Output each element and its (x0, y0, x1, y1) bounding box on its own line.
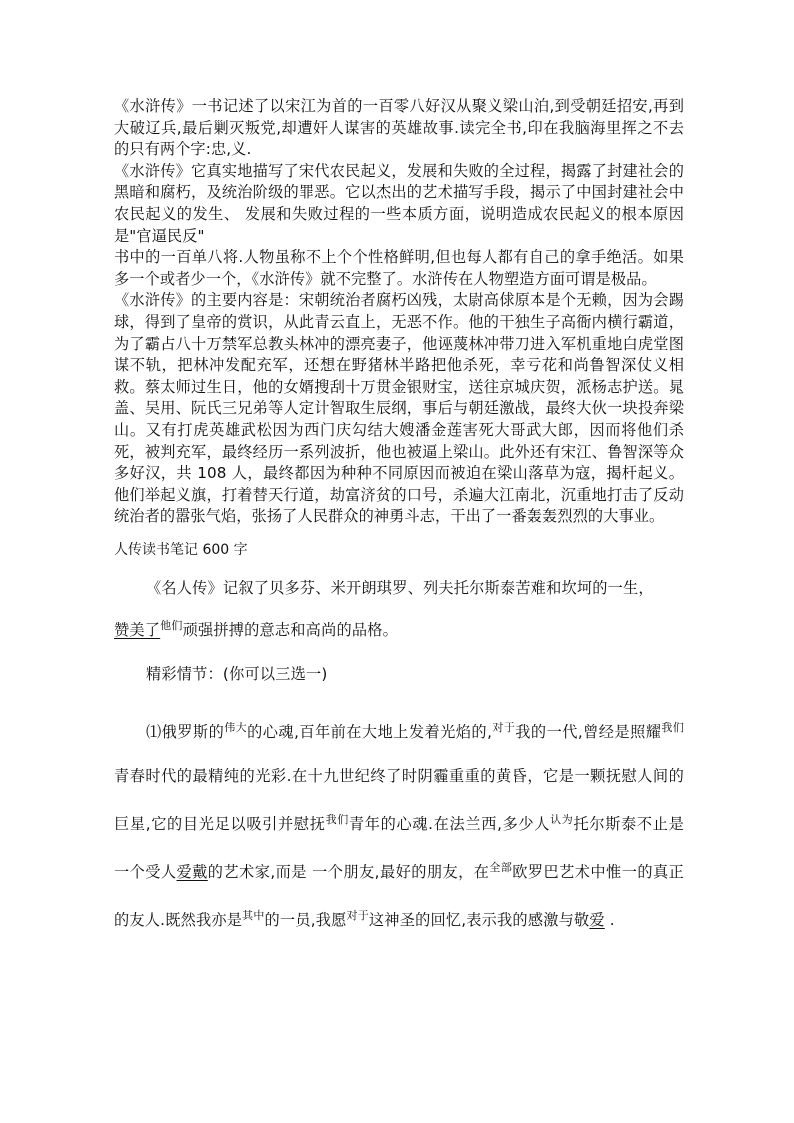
raised-word: 我们 (325, 812, 349, 826)
text-run: ⑴俄罗斯的 (146, 722, 225, 741)
text-run: . (604, 910, 615, 929)
paragraph-summary: 《水浒传》它真实地描写了宋代农民起义，发展和失败的全过程，揭露了封建社会的黑暗和腐朽，及统治阶级的罪恶。它以杰出的艺术描写手段，揭示了中国封建社会中农民起义的发生、 发展和失败过程的一些本质方面，说明造成农民起义的根本原因是"官逼民反" (114, 161, 684, 245)
text-run: 《名人传》记叙了贝多芬、米开朗琪罗、列夫托尔斯泰苦难和坎坷的一生， (146, 578, 654, 597)
raised-word: 伟大 (224, 720, 248, 734)
text-run: 这神圣的回忆,表示我的感激与敬 (368, 910, 590, 929)
text-run: 欧罗巴艺术中惟一的真正的友人.既然我亦是 (114, 862, 684, 929)
raised-word: 对于 (346, 908, 369, 922)
text-run: 青年的心魂.在法兰西,多少人 (348, 814, 551, 833)
raised-word: 他们 (160, 618, 183, 632)
paragraph-excerpt (114, 706, 684, 942)
text-run: 青春时代的最精纯的光彩.在十九世纪终了时阴霾重重的黄昏，它是一颗抚慰人间的巨星,它的目光足以吸引并慰抚 (114, 766, 684, 833)
text-run: 托尔斯泰不止是 一个受人 (114, 814, 684, 881)
raised-word: 其中 (242, 908, 265, 922)
paragraph-biography-intro-cont (114, 614, 684, 642)
text-run: 的心魂,百年前在大地上发着光焰的, (247, 722, 493, 741)
paragraph-characters: 书中的一百单八将.人物虽称不上个个性格鲜明,但也每人都有自己的拿手绝活。如果多一个或者少一个，《水浒传》就不完整了。水浒传在人物塑造方面可谓是极品。 (114, 248, 684, 288)
text-run: 我的一代,曾经是照耀 (515, 722, 662, 741)
document-body (114, 96, 684, 942)
paragraph-biography-intro (114, 576, 684, 600)
raised-word: 认为 (550, 812, 574, 826)
text-run: 的艺术家,而是 一个朋友,最好的朋友，在 (207, 862, 490, 881)
paragraph-highlights: 精彩情节：(你可以三选一) (146, 664, 328, 683)
underlined-word: 赞美了 (114, 620, 161, 639)
raised-word: 对于 (492, 720, 516, 734)
text-run: 顽强拼搏的意志和高尚的品格。 (182, 620, 399, 639)
raised-word: 我们 (661, 720, 685, 734)
paragraph-plot: 《水浒传》的主要内容是：宋朝统治者腐朽凶残，太尉高俅原本是个无赖，因为会踢球，得到了皇帝的赏识，从此青云直上，无恶不作。他的干独生子高衙内横行霸道，为了霸占八十万禁军总教头林冲的漂亮妻子，他诬蔑林冲带刀进入军机重地白虎堂图谋不轨，把林冲发配充军，还想在野猪林半路把他杀死，幸亏花和尚鲁智深仗义相救。蔡太师过生日，他的女婿搜刮十万贯金银财宝，送往京城庆贺，派杨志护送。晁盖、吴用、阮氏三兄弟等人定计智取生辰纲，事后与朝廷激战，最终大伙一块投奔梁山。又有打虎英雄武松因为西门庆勾结大嫂潘金莲害死大哥武大郎，因而将他们杀死，被判充军，最终经历一系列波折，他也被逼上梁山。此外还有宋江、鲁智深等众多好汉，共 108 人，最终都因为种种不同原因而被迫在梁山落草为寇，揭杆起义。他们举起义旗，打着替天行道，劫富济贫的口号，杀遍大江南北，沉重地打击了反动统治者的嚣张气焰，张扬了人民群众的神勇斗志，干出了一番轰轰烈烈的大事业。 (114, 291, 684, 526)
paragraph-intro: 《水浒传》一书记述了以宋江为首的一百零八好汉从聚义梁山泊,到受朝廷招安,再到大破辽兵,最后剿灭叛党,却遭奸人谋害的英雄故事.读完全书,印在我脑海里挥之不去的只有两个字:忠,义. (114, 97, 684, 159)
underlined-word: 爱戴 (176, 862, 208, 881)
raised-word: 全部 (489, 860, 513, 874)
text-run: 的一员,我愿 (264, 910, 347, 929)
section-heading: 人传读书笔记 600 字 (114, 541, 248, 558)
underlined-word: 爱 (589, 910, 605, 929)
